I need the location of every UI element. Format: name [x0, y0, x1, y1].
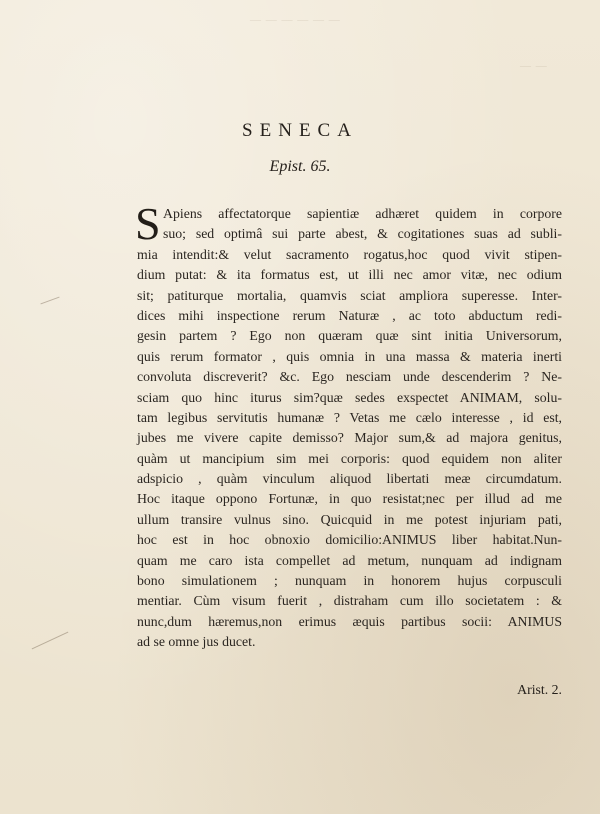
- text-line: ullum transire vulnus sino. Quicquid in me potest injuriam pati,: [137, 511, 562, 527]
- body-text: [137, 204, 562, 653]
- text-line: ad se omne jus ducet.: [137, 634, 256, 650]
- text-line: hoc est in hoc obnoxio domicilio:ANIMUS liber habitat.Nun-: [137, 532, 562, 548]
- text-line: sciam quo hinc iturus sim?quæ sedes exspectet ANIMAM, solu-: [137, 389, 562, 405]
- text-line: mia intendit:& velut sacramento rogatus,hoc quod vivit stipen-: [137, 246, 562, 262]
- paper-crease: [40, 297, 59, 305]
- text-line: quis rerum formator , quis omnia in una massa & materia inerti: [137, 348, 562, 364]
- text-line: convoluta discreverit? &c. Ego nesciam unde descenderim ? Ne-: [137, 369, 562, 385]
- show-through-text: — —: [520, 60, 548, 72]
- text-line: Hoc itaque oppono Fortunæ, in quo resistat;nec per illud ad me: [137, 491, 562, 507]
- text-line: suo; sed optimâ sui parte abest, & cogitationes suas ad subli-: [163, 226, 562, 242]
- text-line: nunc,dum hæremus,non erimus æquis partibus socii: ANIMUS: [137, 613, 562, 629]
- running-head: SENECA: [242, 120, 358, 141]
- text-line: Apiens affectatorque sapientiæ adhæret quidem in corpore: [163, 206, 562, 221]
- text-line: gesin partem ? Ego non quæram quæ sint initia Universorum,: [137, 328, 562, 344]
- text-line: sit; patiturque mortalia, quamvis sciat ampliora superesse. Inter-: [137, 287, 562, 303]
- catchword: Arist. 2.: [517, 682, 562, 697]
- text-line: mentiar. Cùm visum fuerit , distraham cum illo societatem : &: [137, 593, 562, 609]
- text-line: bono simulationem ; nunquam in honorem hujus corpusculi: [137, 573, 562, 589]
- epistle-heading: Epist. 65.: [269, 158, 331, 175]
- text-line: adspicio , quàm vinculum aliquod libertati meæ circumdatum.: [137, 471, 562, 487]
- text-line: dium putat: & ita formatus est, ut illi nec amor vitæ, nec odium: [137, 267, 562, 283]
- drop-cap-initial: S: [135, 198, 161, 249]
- text-line: dices mihi inspectione rerum Naturæ , ac toto abductum redi-: [137, 307, 562, 323]
- text-line: quàm ut mancipium sim mei corporis: quod equidem non aliter: [137, 450, 562, 466]
- paper-crease: [32, 632, 69, 650]
- show-through-text: — — — — — —: [250, 14, 341, 26]
- text-line: quam me caro ista compellet ad metum, nunquam ad indignam: [137, 552, 562, 568]
- text-line: jubes me vivere capite demisso? Major sum,& ad majora genitus,: [137, 430, 562, 446]
- text-line: tam legibus servitutis humanæ ? Vetas me cælo interesse , id est,: [137, 409, 562, 425]
